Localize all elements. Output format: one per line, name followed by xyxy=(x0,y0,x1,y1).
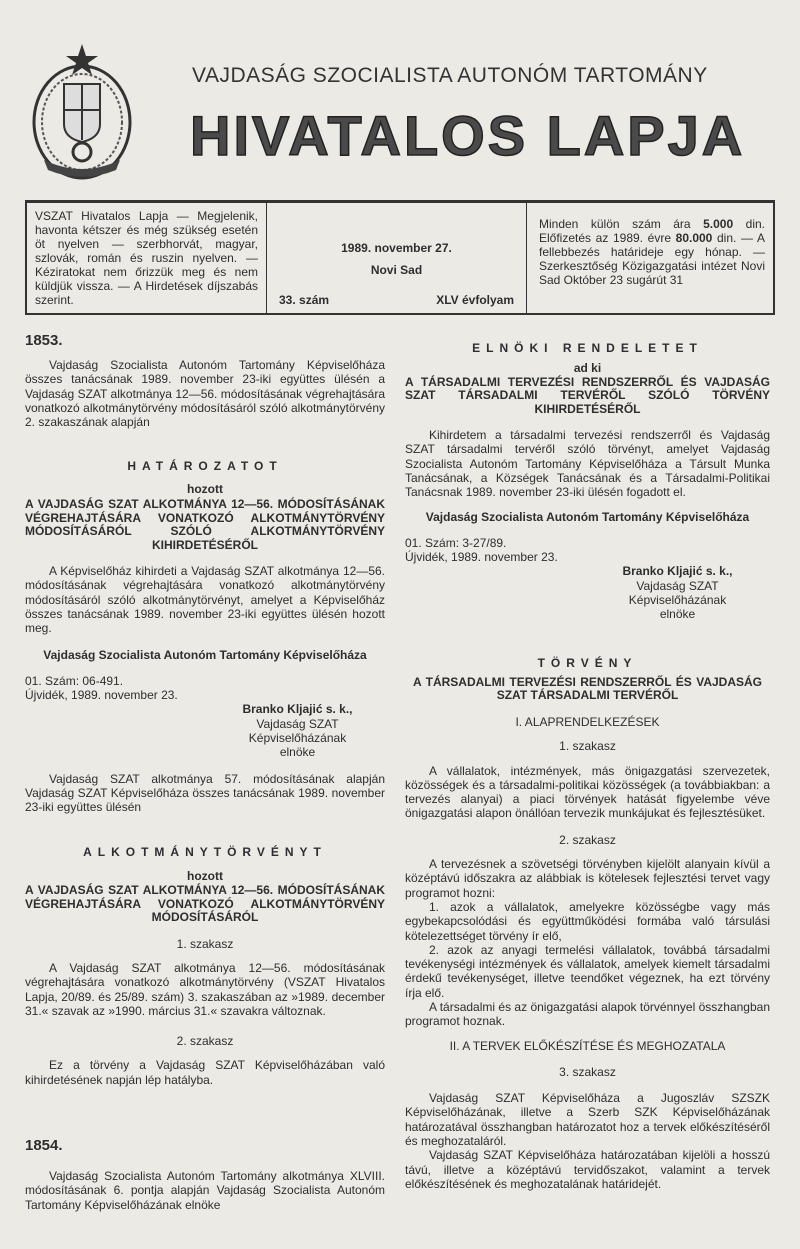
place-date: Újvidék, 1989. november 23. xyxy=(405,550,558,565)
item-number-1854: 1854. xyxy=(25,1137,63,1154)
signer-role: Vajdaság SZAT Képviselőházának xyxy=(248,716,347,746)
issue-volume: XLV évfolyam xyxy=(436,293,514,307)
article-heading: 2. szakasz xyxy=(559,832,616,847)
coat-of-arms-emblem xyxy=(30,42,135,184)
subheading: hozott xyxy=(187,481,223,496)
issue-details xyxy=(267,203,527,313)
item-number-1853: 1853. xyxy=(25,332,63,349)
reference-number: 01. Szám: 06-491. xyxy=(25,673,124,688)
paragraph: Vajdaság SZAT Képviselőháza határozatában kijelöli a hosszú távú, illetve a középtávú tervidőszakot, valamint a tervek előkészítésének és meghozatalának határidejét. xyxy=(405,1148,770,1191)
paragraph: A Képviselőház kihirdeti a Vajdaság SZAT alkotmánya 12—56. módosításának végrehajtására vonatkozó alkotmánytörvény módosításáról szóló alkotmánytörvényt, amelyet a Képviselőház összes tanácsának 1989. november 23-iki együttes ülésén hozott meg. xyxy=(25,564,385,636)
price-single: 5.000 xyxy=(703,217,734,231)
issue-number-row xyxy=(275,293,518,307)
section-heading: ALKOTMÁNYTÖRVÉNYT xyxy=(83,844,327,859)
issuer: Vajdaság Szocialista Autonóm Tartomány Képviselőháza xyxy=(425,509,750,524)
paragraph: A társadalmi és az önigazgatási alapok törvénnyel összhangban programot hoznak. xyxy=(405,1000,770,1029)
paragraph: Vajdaság SZAT alkotmánya 57. módosításának alapján Vajdaság SZAT Képviselőháza összes tanácsának 1989. november 23-iki együttes ülésén xyxy=(25,771,385,815)
issue-date: 1989. november 27. xyxy=(341,241,452,255)
chapter-heading: I. ALAPRENDELKEZÉSEK xyxy=(515,714,660,729)
article-heading: 3. szakasz xyxy=(559,1064,616,1079)
paragraph: Vajdaság Szocialista Autonóm Tartomány alkotmánya XLVIII. módosításának 6. pontja alapján Vajdaság Szocialista Autonóm Tartomány Képviselőházának elnöke xyxy=(25,1169,385,1212)
reference-number: 01. Szám: 3-27/89. xyxy=(405,535,507,550)
list-item: 2. azok az anyagi termelési vállalatok, továbbá társadalmi tevékenységi intézmények és vállalatok, amelyek kiemelt társadalmi érdekű tevékenységet, illetve teendőket végeznek, ha ezt törvény írja elő. xyxy=(405,942,770,1000)
list-item: 1. azok a vállalatok, amelyekre közösségbe vagy más egybekapcsolódási és együttműködési formába való társulási kötelezettséget törvény ír elő, xyxy=(405,899,770,943)
issue-number: 33. szám xyxy=(279,293,330,307)
subheading: ad ki xyxy=(573,361,602,376)
article-heading: 1. szakasz xyxy=(176,936,234,951)
decree-title: A VAJDASÁG SZAT ALKOTMÁNYA 12—56. MÓDOSÍTÁSÁNAK VÉGREHAJTÁSÁRA VONATKOZÓ ALKOTMÁNYTÖRVÉNY MÓDOSÍTÁSÁRÓL SZÓLÓ ALKOTMÁNYTÖRVÉNY KIHIRDETÉSÉRŐL xyxy=(25,497,385,552)
paragraph: Ez a törvény a Vajdaság SZAT Képviselőházában való kihirdetésének napján lép hatályba. xyxy=(25,1058,385,1087)
price-year: 80.000 xyxy=(675,231,713,245)
signer-role: elnöke xyxy=(279,745,316,760)
issuer: Vajdaság Szocialista Autonóm Tartomány Képviselőháza xyxy=(43,647,367,662)
issue-info-box xyxy=(25,200,775,315)
place-date: Újvidék, 1989. november 23. xyxy=(25,688,178,703)
price-text: din. Előfizetés az 1989. évre xyxy=(539,217,765,245)
subscription-notice xyxy=(527,203,773,313)
article-heading: 1. szakasz xyxy=(559,739,616,754)
signer-role: Vajdaság SZAT Képviselőházának xyxy=(628,578,727,608)
left-column xyxy=(25,332,385,1212)
price-text: Minden külön szám ára xyxy=(539,217,704,231)
publication-notice: VSZAT Hivatalos Lapja — Megjelenik, havonta kétszer és még szükség esetén öt nyelven — szerbhorvát, magyar, szlovák, román és ruszin nyelven. — Kéziratokat nem őrizzük meg és nem küldjük vissza. — A Hirdetések díjszabás szerint. xyxy=(27,203,267,313)
law-title: A VAJDASÁG SZAT ALKOTMÁNYA 12—56. MÓDOSÍTÁSÁNAK VÉGREHAJTÁSÁRA VONATKOZÓ ALKOTMÁNYTÖRVÉNY MÓDOSÍTÁSÁRÓL xyxy=(25,883,385,925)
issue-place: Novi Sad xyxy=(370,263,423,277)
paragraph: Kihirdetem a társadalmi tervezési rendszerről és Vajdaság SZAT társadalmi tervéről szóló törvényt, amelyet Vajdaság Szocialista Autonóm Tartomány Képviselőháza a Társult Munka Tanácsának, a Községek Tanácsának és a Társadalmi-Politikai Tanácsnak 1989. november 23-iki ülésén fogadott el. xyxy=(405,428,770,500)
signer-role: elnöke xyxy=(659,607,696,622)
section-heading: TÖRVÉNY xyxy=(537,655,638,670)
signer-name: Branko Kljajić s. k., xyxy=(622,564,733,579)
paragraph: A vállalatok, intézmények, más önigazgatási szervezetek, közösségek és a társadalmi-politikai közösségek (a továbbiakban: a tervezés alanyai) a piaci törvények hatását figyelembe véve önigazgatási alapon önállóan tervezik munkájukat és fejlesztésüket. xyxy=(405,763,770,821)
subheading: hozott xyxy=(187,868,223,883)
masthead-title: HIVATALOS LAPJA xyxy=(190,104,746,167)
paragraph: Vajdaság SZAT Képviselőháza a Jugoszláv SZSZK Képviselőházának, illetve a Szerb SZK Képviselőházának határozatával összhangban határozatot hoz a tervek előkészítéséről és meghozataláról. xyxy=(405,1091,770,1149)
signer-name: Branko Kljajić s. k., xyxy=(242,702,353,717)
paragraph: A Vajdaság SZAT alkotmánya 12—56. módosításának végrehajtására vonatkozó alkotmánytörvény (VSZAT Hivatalos Lapja, 20/89. és 25/89. szám) 3. szakaszában az »1989. december 31.« szavak az »1990. március 31.« szavakra változnak. xyxy=(25,960,385,1018)
right-column xyxy=(405,341,770,1191)
section-heading: ELNÖKI RENDELETET xyxy=(472,341,703,355)
paragraph: Vajdaság Szocialista Autonóm Tartomány Képviselőháza összes tanácsának 1989. november 23-iki együttes ülésén a Vajdaság SZAT alkotmánya 12—56. módosításának végrehajtására vonatkozó alkotmánytörvény módosításáról szóló alkotmánytörvény 2. szakaszának alapján xyxy=(25,358,385,430)
paragraph: A tervezésnek a szövetségi törvényben kijelölt alanyain kívül a középtávú időszakra az alábbiak is kötelesek fejlesztési tervet vagy programot hozni: xyxy=(405,857,770,900)
decree-title: A TÁRSADALMI TERVEZÉSI RENDSZERRŐL ÉS VAJDASÁG SZAT TÁRSADALMI TERVÉRŐL SZÓLÓ TÖRVÉNY KIHIRDETÉSÉRŐL xyxy=(405,374,770,416)
law-title: A TÁRSADALMI TERVEZÉSI RENDSZERRŐL ÉS VAJDASÁG SZAT TÁRSADALMI TERVÉRŐL xyxy=(413,674,762,703)
article-heading: 2. szakasz xyxy=(176,1034,234,1049)
price-text: din. — A fellebbezés határideje egy hónap. — Szerkesztőség Közigazgatási intézet Novi Sad Október 23 sugárút 31 xyxy=(539,231,765,287)
masthead-top-title: VAJDASÁG SZOCIALISTA AUTONÓM TARTOMÁNY xyxy=(192,64,708,87)
chapter-heading: II. A TERVEK ELŐKÉSZÍTÉSE ÉS MEGHOZATALA xyxy=(449,1038,726,1053)
section-heading: HATÁROZATOT xyxy=(127,459,283,474)
